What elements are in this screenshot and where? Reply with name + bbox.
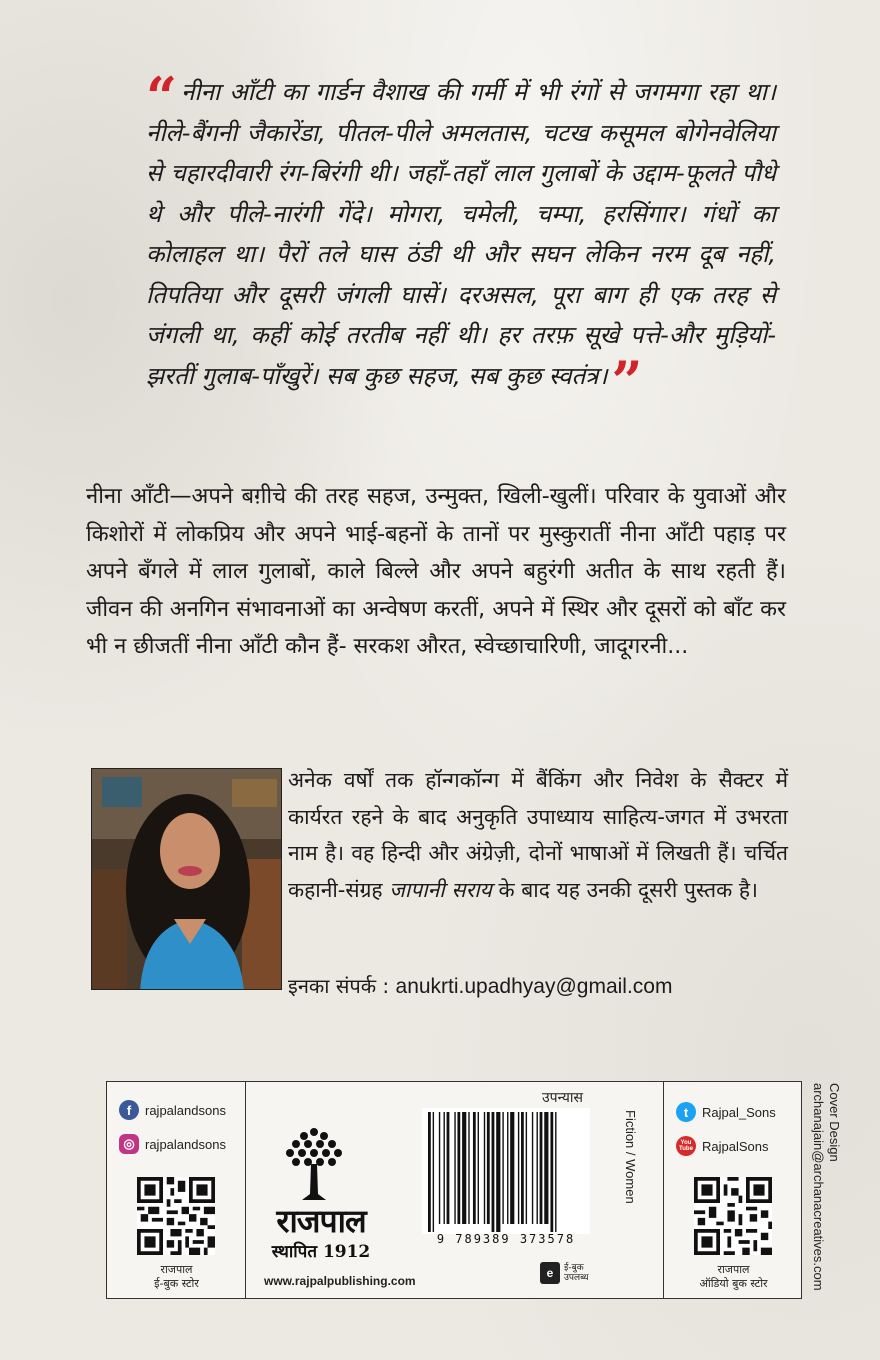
audiobook-store-qr-code[interactable] [694,1177,772,1255]
barcode-bar [540,1112,543,1224]
youtube-icon: You Tube [676,1136,696,1156]
barcode-bar [439,1112,440,1224]
facebook-link[interactable] [119,1100,226,1120]
barcode-bar [428,1112,431,1232]
book-category: Fiction / Women [623,1110,638,1204]
author-contact [288,971,788,1002]
barcode-bar [521,1112,524,1224]
barcode-bar [550,1112,553,1232]
instagram-handle: rajpalandsons [145,1136,226,1152]
barcode-bar [518,1112,519,1224]
cover-design-label: Cover Design [827,1083,842,1162]
barcode-bar [502,1112,503,1224]
barcode-bar [510,1112,514,1224]
ebook-store-qr-code[interactable] [137,1177,215,1255]
twitter-icon: t [676,1102,696,1122]
isbn-number: 9 789389 373578 [436,1232,576,1246]
author-bio-text: अनेक वर्षों तक हॉन्गकॉन्ग में बैंकिंग और निवेश के सैक्टर में कार्यरत रहने के बाद अनुकृति उपाध्याय साहित्य-जगत में उभरता नाम है। वह हिन्दी और अंग्रेज़ी, दोनों भाषाओं में लिखती हैं। चर्चित कहानी-संग्रह [288,768,788,902]
youtube-handle: RajpalSons [702,1138,769,1154]
twitter-handle: Rajpal_Sons [702,1104,776,1120]
cover-design-credit [808,1083,842,1303]
barcode-bar [468,1112,469,1224]
author-portrait-illustration [92,769,282,990]
genre-label: उपन्यास [542,1090,583,1106]
facebook-handle: rajpalandsons [145,1102,226,1118]
ebook-store-caption-line2: ई-बुक स्टोर [154,1277,199,1290]
instagram-link[interactable] [119,1134,226,1154]
barcode-bar [492,1112,495,1232]
author-photo [91,768,282,990]
author-bio [288,762,788,908]
publisher-website[interactable]: www.rajpalpublishing.com [264,1274,416,1288]
youtube-link[interactable] [676,1136,769,1156]
audiobook-store-caption-line2: ऑडियो बुक स्टोर [699,1277,768,1290]
audiobook-store-caption-line1: राजपाल [717,1263,750,1276]
barcode-bar [484,1112,485,1224]
audiobook-store-caption [664,1263,803,1291]
author-bio-text-end: के बाद यह उनकी दूसरी पुस्तक है। [491,877,759,902]
publisher-panel [106,1081,802,1299]
instagram-icon: ◎ [119,1134,139,1154]
twitter-link[interactable] [676,1102,776,1122]
middle-panel-cell [246,1082,664,1298]
barcode-bar [555,1112,556,1232]
barcode-bar [454,1112,455,1224]
contact-label: इनका संपर्क : [288,974,396,998]
ebook-icon: e [540,1262,560,1284]
right-panel-cell [664,1082,801,1298]
barcode-bar [473,1112,476,1224]
barcode-bar [544,1112,548,1224]
excerpt-text: नीना आँटी का गार्डन वैशाख की गर्मी में भी रंगों से जगमगा रहा था। नीले-बैंगनी जैकारेंडा, पीतल-पीले अमलतास, चटख कसूमल बोगेनवेलिया से चहारदीवारी रंग-बिरंगी थी। जहाँ-तहाँ लाल गुलाबों के उद्दाम-फूलते पौधे थे और पीले-नारंगी गेंदे। मोगरा, चमेली, चम्पा, हरसिंगार। गंधों का कोलाहल था। पैरों तले घास ठंडी थी और सघन लेकिन नरम दूब नहीं, तिपतिया और दूसरी जंगली घासें। दरअसल, पूरा बाग ही एक तरह से जंगली था, कहीं कोई तरतीब नहीं थी। हर तरफ़ सूखे पत्ते-और मुड़ियों-झरतीं गुलाब-पाँखुरें। सब कुछ सहज, सब कुछ स्वतंत्र। [146,78,776,390]
barcode-bar [457,1112,460,1224]
barcode-bar [532,1112,533,1224]
barcode-bar [462,1112,466,1224]
cover-design-email: archanajain@archanacreatives.com [811,1083,826,1291]
barcode-bar [433,1112,434,1232]
facebook-icon: f [119,1100,139,1120]
ebook-store-caption-line1: राजपाल [160,1263,193,1276]
ebook-label: ई-बुक उपलब्ध [564,1263,589,1283]
book-synopsis: नीना आँटी—अपने बग़ीचे की तरह सहज, उन्मुक्त, खिली-खुलीं। परिवार के युवाओं और किशोरों में लोकप्रिय और अपने भाई-बहनों के तानों पर मुस्कुरातीं नीना आँटी पहाड़ पर अपने बँगले में लाल गुलाबों, काले बिल्ले और अपने बहुरंगी अतीत के साथ रहती हैं। जीवन की अनगिन संभावनाओं का अन्वेषण करतीं, अपने में स्थिर और दूसरों को बाँट कर भी न छीजतीं नीना आँटी कौन हैं- सरकश औरत, स्वेच्छाचारिणी, जादूगरनी... [86,484,786,659]
barcode-bar [447,1112,450,1224]
barcode-bar [507,1112,508,1224]
barcode-bar [478,1112,479,1224]
barcode-bar [496,1112,500,1232]
author-email[interactable]: anukrti.upadhyay@gmail.com [395,975,673,998]
previous-book-title: जापानी सराय [389,877,492,902]
excerpt-quote: “ नीना आँटी का गार्डन वैशाख की गर्मी में भी रंगों से जगमगा रहा था। नीले-बैंगनी जैकारेंडा, पीतल-पीले अमलतास, चटख कसूमल बोगेनवेलिया से चहारदीवारी रंग-बिरंगी थी। जहाँ-तहाँ लाल गुलाबों के उद्दाम-फूलते पौधे थे और पीले-नारंगी गेंदे। मोगरा, चमेली, चम्पा, हरसिंगार। गंधों का कोलाहल था। पैरों तले घास ठंडी थी और सघन लेकिन नरम दूब नहीं, तिपतिया और दूसरी जंगली घासें। दरअसल, पूरा बाग ही एक तरह से जंगली था, कहीं कोई तरतीब नहीं थी। हर तरफ़ सूखे पत्ते-और मुड़ियों-झरतीं गुलाब-पाँखुरें। सब कुछ सहज, सब कुछ स्वतंत्र।” [146,65,776,413]
barcode-bar [444,1112,445,1224]
isbn-barcode [422,1108,590,1234]
publisher-established: स्थापित 1912 [271,1242,371,1262]
left-panel-cell [107,1082,246,1298]
publisher-logo-text: राजपाल [276,1202,366,1240]
tree-logo-icon [274,1122,354,1202]
ebook-available-badge [540,1262,598,1284]
barcode-bar [526,1112,527,1224]
barcode-bar [537,1112,538,1224]
ebook-store-caption [107,1263,246,1291]
barcode-bar [487,1112,490,1224]
